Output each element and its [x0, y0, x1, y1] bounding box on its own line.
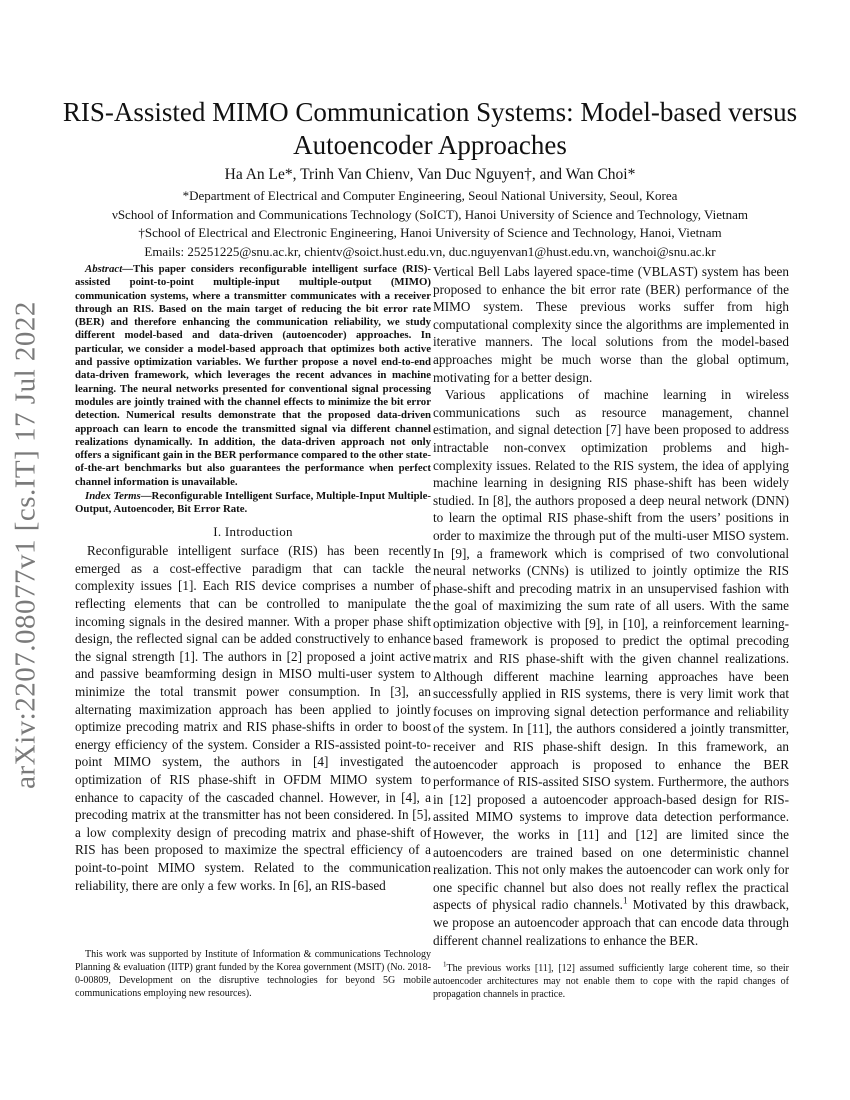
footnote-text: The previous works [11], [12] assumed sufficiently large coherent time, so their autoencoder architectures may not enable them to cope with the rapid changes of propagation channels in practice.: [433, 963, 789, 1000]
arxiv-stamp: [6, 301, 46, 789]
abstract-label: Abstract: [85, 263, 123, 275]
author-emails: Emails: 25251225@snu.ac.kr, chientv@soict.hust.edu.vn, duc.nguyenvan1@hust.edu.vn, wanchoi@snu.ac.kr: [144, 243, 716, 259]
body-paragraph: Reconfigurable intelligent surface (RIS) has been recently emerged as a cost-effective paradigm that can tackle the complexity issues [1]. Each RIS device comprises a number of reflecting elements that can be controlled to manipulate the incoming signals in the desired manner. With a proper phase shift design, the reflected signal can be added constructively to enhance the signal strength [1]. The authors in [2] proposed a joint active and passive beamforming design in MISO multi-user system to minimize the total transmit power consumption. In [3], an alternating maximization approach has been applied to jointly optimize precoding matrix and RIS phase-shifts in order to boost energy efficiency of the system. Consider a RIS-assisted point-to-point MIMO system, the authors in [4] investigated the optimization of RIS phase-shift in OFDM MIMO system to enhance to capacity of the cascaded channel. However, in [4], a precoding matrix at the transmitter has not been considered. In [5], a low complexity design of precoding matrix and phase-shift of RIS has been proposed to maximize the spectral efficiency of a point-to-point MIMO system. Related to the communication reliability, there are only a few works. In [6], an RIS-based: [75, 543, 431, 893]
arxiv-stamp-text: arXiv:2207.08077v1 [cs.IT] 17 Jul 2022: [9, 301, 42, 789]
paragraph-text: Various applications of machine learning in wireless communications such as resource management, channel estimation, and signal detection [7] have been proposed to address intractable non-convex optimization problems and high-complexity issues. Related to the RIS system, the idea of applying machine learning in designing RIS phase-shift has been widely studied. In [8], the authors proposed a deep neural network (DNN) to learn the optimal RIS phase-shift from the users’ positions in order to maximize the through put of the multi-user MISO system. In [9], a framework which is comprised of two convolutional neural networks (CNNs) is utilized to jointly optimize the RIS phase-shift and precoding matrix in an unsupervised fashion with the goal of maximizing the sum rate of all users. With the same optimization objective with [9], in [10], a reinforcement learning-based framework is proposed to predict the optimal precoding matrix and RIS phase-shift with the given channel realizations. Although different machine learning approaches have been successfully applied in RIS systems, there is very limit work that focuses on improving signal detection performance and reliability of the system. In [11], the authors considered a jointly transmitter, receiver and RIS phase-shift design. In this framework, an autoencoder approach is proposed to enhance the BER performance of RIS-assited SISO system. Furthermore, the authors in [12] proposed a autoencoder approach-based design for RIS-assited MIMO systems to improve data detection performance. However, the works in [11] and [12] are limited since the autoencoders are trained based on one deterministic channel realization. This not only makes the autoencoder can work only for one specific channel but also does not really reflex the practical aspects of physical radio channels.: [433, 387, 789, 913]
index-terms: [75, 490, 431, 517]
body-paragraph: Vertical Bell Labs layered space-time (VBLAST) system has been proposed to enhance the bit error rate (BER) performance of the MIMO system. These previous works suffer from high computational complexity since the algorithms are implemented in iterative manners. The local solutions from the model-based approaches might be much worse than the global optimum, motivating for a better design.: [433, 264, 789, 385]
index-terms-label: Index Terms: [85, 490, 141, 503]
paper-title: RIS-Assisted MIMO Communication Systems: Model-based versus Autoencoder Approaches: [62, 97, 798, 160]
footnote-marker: 1: [622, 895, 628, 906]
footnote-number: 1: [443, 960, 447, 969]
body-paragraph: [433, 386, 789, 949]
author-list: Ha An Le*, Trinh Van Chienν, Van Duc Nguyen†, and Wan Choi*: [224, 166, 636, 183]
affiliations: [40, 187, 820, 261]
footnote: [433, 962, 789, 1001]
affiliation-snu: *Department of Electrical and Computer Engineering, Seoul National University, Seoul, Korea: [182, 188, 678, 203]
abstract: [75, 263, 431, 489]
funding-footnote: This work was supported by Institute of Information & communications Technology Planning & evaluation (IITP) grant funded by the Korea government (MSIT) (No. 2018-0-00809, Development on the disruptive technologies for beyond 5G mobile communications employing new resources).: [75, 949, 431, 999]
affiliation-soict: νSchool of Information and Communications Technology (SoICT), Hanoi University of Science and Technology, Vietnam: [111, 206, 749, 222]
left-column: [75, 263, 431, 894]
paragraph-text: Motivated by this drawback, we propose an autoencoder approach that can encode data through different channel realizations to enhance the BER.: [433, 897, 790, 948]
right-column: [433, 263, 789, 949]
index-terms-text: —Reconfigurable Intelligent Surface, Multiple-Input Multiple-Output, Autoencoder, Bit Error Rate.: [75, 490, 431, 516]
section-heading-introduction: I. Introduction: [213, 523, 293, 539]
affiliation-seee: †School of Electrical and Electronic Engineering, Hanoi University of Science and Technology, Hanoi, Vietnam: [138, 225, 722, 240]
abstract-text: —This paper considers reconfigurable intelligent surface (RIS)-assisted point-to-point multiple-input multiple-output (MIMO) communication systems, where a transmitter communicates with a receiver through an RIS. Based on the main target of reducing the bit error rate (BER) and therefore enhancing the communication reliability, we study different model-based and data-driven (autoencoder) approaches. In particular, we consider a model-based approach that optimizes both active and passive optimization variables. We further propose a novel end-to-end data-driven framework, which leverages the recent advances in machine learning. The neural networks presented for conventional signal processing modules are jointly trained with the channel effects to minimize the bit error detection. Numerical results demonstrate that the proposed data-driven approach can learn to encode the transmitted signal via different channel realizations dynamically. In addition, the data-driven approach not only offers a significant gain in the BER performance compared to the other state-of-the-art benchmarks but also guarantees the performance when perfect channel information is unavailable.: [75, 263, 431, 488]
